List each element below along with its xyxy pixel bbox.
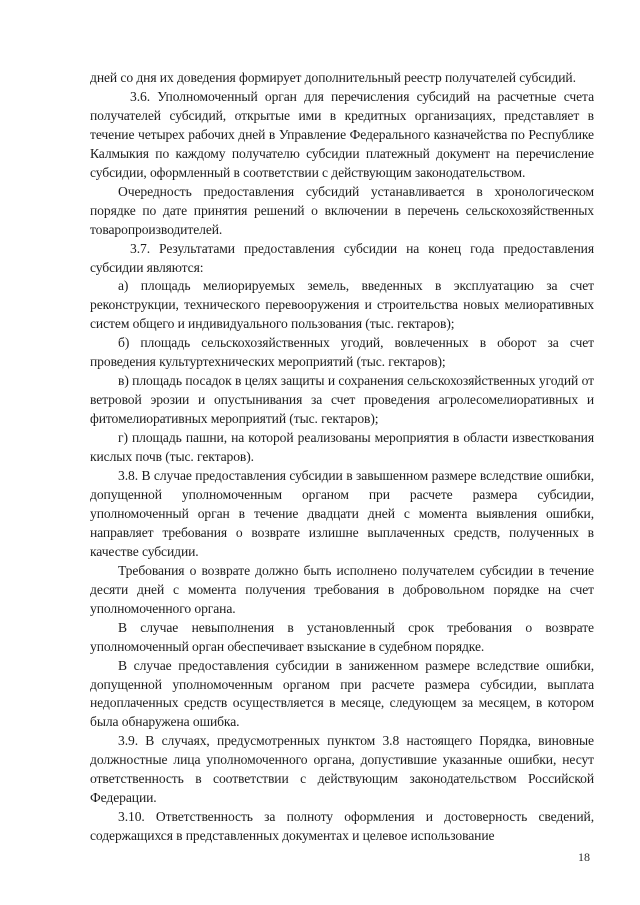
- paragraph-3-9: 3.9. В случаях, предусмотренных пунктом 3.8 настоящего Порядка, виновные должностные лица уполномоченного органа, допустившие указанные ошибки, несут ответственность в соответствии с действующим законодательством Российской Федерации.: [90, 733, 594, 806]
- list-item-g: г) площадь пашни, на которой реализованы мероприятия в области известкования кислых почв (тыс. гектаров).: [90, 430, 594, 465]
- paragraph-3-7: 3.7. Результатами предоставления субсидии на конец года предоставления субсидии являются:: [90, 240, 594, 275]
- paragraph-3-10: 3.10. Ответственность за полноту оформления и достоверность сведений, содержащихся в представленных документах и целевое использование: [90, 809, 594, 844]
- list-item-b: б) площадь сельскохозяйственных угодий, вовлеченных в оборот за счет проведения культуртехнических мероприятий (тыс. гектаров);: [90, 335, 594, 370]
- paragraph-underpayment: В случае предоставления субсидии в заниженном размере вследствие ошибки, допущенной уполномоченным органом при расчете размера субсидии, выплата недоплаченных средств осуществляется в месяце, следующем за месяцем, в котором была обнаружена ошибка.: [90, 657, 594, 730]
- paragraph-continuation: дней со дня их доведения формирует дополнительный реестр получателей субсидий.: [90, 70, 576, 85]
- document-body: [90, 69, 594, 846]
- paragraph-order-priority: Очередность предоставления субсидий устанавливается в хронологическом порядке по дате принятия решений о включении в перечень сельскохозяйственных товаропроизводителей.: [90, 183, 594, 237]
- paragraph-nonfulfillment: В случае невыполнения в установленный срок требования о возврате уполномоченный орган обеспечивает взыскание в судебном порядке.: [90, 619, 594, 654]
- paragraph-3-8: 3.8. В случае предоставления субсидии в завышенном размере вследствие ошибки, допущенной уполномоченным органом при расчете размера субсидии, уполномоченный орган в течение двадцати дней с момента выявления ошибки, направляет требования о возврате излишне выплаченных средств, полученных в качестве субсидии.: [90, 468, 594, 559]
- paragraph-3-6: 3.6. Уполномоченный орган для перечисления субсидий на расчетные счета получателей субсидий, открытые ими в кредитных организациях, представляет в течение четырех рабочих дней в Управление Федерального казначейства по Республике Калмыкия по каждому получателю субсидии платежный документ на перечисление субсидии, оформленный в соответствии с действующим законодательством.: [90, 88, 594, 180]
- list-item-a: а) площадь мелиорируемых земель, введенных в эксплуатацию за счет реконструкции, технического перевооружения и строительства новых мелиоративных систем общего и индивидуального пользования (тыс. гектаров);: [90, 278, 594, 332]
- list-item-v: в) площадь посадок в целях защиты и сохранения сельскохозяйственных угодий от ветровой эрозии и опустынивания за счет проведения агролесомелиоративных и фитомелиоративных мероприятий (тыс. гектаров);: [90, 373, 594, 427]
- page-number: 18: [578, 850, 590, 864]
- paragraph-return-requirement: Требования о возврате должно быть исполнено получателем субсидии в течение десяти дней с момента получения требования в добровольном порядке на счет уполномоченного органа.: [90, 562, 594, 616]
